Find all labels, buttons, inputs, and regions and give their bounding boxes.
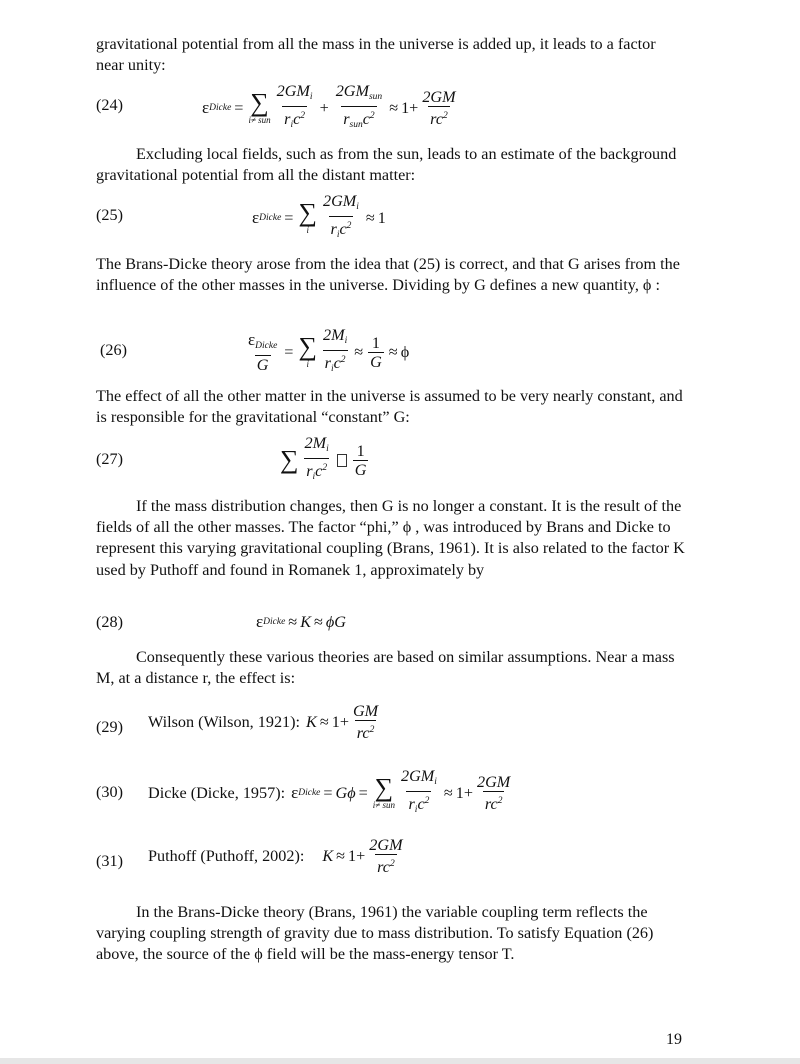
fraction-mass-i [275,82,315,134]
equation-30 [148,767,514,819]
subscript: i [414,805,418,815]
sigma-symbol: ∑ [250,88,269,117]
page-number: 19 [666,1031,682,1048]
paragraph-brans-dicke: The Brans-Dicke theory arose from the idea that (25) is correct, and that G arises from the influence of the other masses in the universe. Dividing by G defines a new quantity, ϕ : [96,255,680,295]
phi-g: ϕG [325,612,346,631]
equation-31 [148,836,407,876]
subscript: i [330,364,334,374]
equals-sign: = [284,342,294,361]
subscript: i [290,120,294,130]
exponent: 2 [346,221,352,231]
fraction-total [475,773,512,813]
epsilon-symbol: ε [252,208,260,227]
paragraph-coupling: In the Brans-Dicke theory (Brans, 1961) the variable coupling term reflects the varying coupling strength of gravity due to mass distribution. To satisfy Equation (26) above, the source of the ϕ field will be the mass-energy tensor T. [96,903,654,964]
k-symbol: K [300,612,311,631]
paragraph-excluding-local: Excluding local fields, such as from the sun, leads to an estimate of the background gravitational potential from all the distant matter: [96,145,677,185]
numerator: 2M [304,434,327,452]
plus-sign: + [319,98,329,117]
numerator: 2GM [335,82,369,100]
epsilon-symbol: ε [291,783,299,802]
light-speed: c [417,795,425,813]
summation [280,445,299,474]
equation-26 [244,326,409,378]
approx-sign: ≈ [388,342,398,361]
numerator: 2M [322,326,345,344]
k-symbol: K [322,846,334,865]
fraction-one-over-g [368,334,384,371]
one: 1 [377,208,386,227]
exponent: 2 [300,111,306,121]
exponent: 2 [424,796,430,806]
numerator: 2GM [422,88,456,106]
missing-glyph-box [337,454,347,467]
exponent: 2 [389,859,395,869]
numerator: 1 [356,441,365,460]
denominator: G [256,355,269,374]
sigma-symbol: ∑ [298,198,317,227]
radius: r [306,462,313,480]
equation-number-26: (26) [100,341,127,359]
equation-number-31: (31) [96,852,123,870]
fraction-one-over-g [353,442,369,479]
equation-number-28: (28) [96,613,123,631]
approx-sign: ≈ [288,612,298,631]
fraction-total [420,88,457,128]
equals-sign: = [358,783,368,802]
denominator: rc [356,724,370,742]
phi-symbol: ϕ [400,342,410,361]
radius: r [324,354,331,372]
equation-27 [278,434,370,486]
equation-29 [148,702,382,742]
subscript: i [312,472,316,482]
dicke-subscript: Dicke [209,103,232,113]
exponent: 2 [369,725,375,735]
fraction-total [367,836,404,876]
radius: r [408,795,415,813]
numerator: 2GM [276,82,310,100]
equals-sign: = [323,783,333,802]
radius: r [343,110,350,128]
one-plus: 1+ [331,712,349,731]
approx-sign: ≈ [365,208,375,227]
numerator: 2GM [322,192,357,210]
fraction-gm-rc2 [351,702,380,742]
fraction-mass-i [321,192,361,244]
subscript: sun [368,92,383,102]
subscript: i [326,444,329,454]
one-plus: 1+ [401,98,419,117]
sum-limit: i≠ sun [248,115,271,125]
dicke-subscript: Dicke [298,788,321,798]
equation-25 [252,192,386,244]
sigma-symbol: ∑ [374,773,394,802]
exponent: 2 [340,355,346,365]
subscript: i [309,92,313,102]
fraction-mass-sun [334,82,384,134]
epsilon-symbol: ε [256,612,264,631]
subscript: i [344,336,348,346]
equation-label: Wilson (Wilson, 1921): [148,712,301,731]
fraction-m-i [303,434,331,486]
equation-number-30: (30) [96,783,123,801]
denominator: G [354,460,367,479]
numerator: 2GM [369,836,403,854]
subscript: i [336,230,340,240]
fraction-eps-over-g [246,331,279,374]
dicke-subscript: Dicke [259,213,282,223]
equation-number-24: (24) [96,96,123,114]
g-phi: Gϕ [335,783,356,802]
sum-limit: i≠ sun [372,800,395,810]
paragraph-theories: Consequently these various theories are based on similar assumptions. Near a mass M, at a distance r, the effect is: [96,648,675,688]
approx-sign: ≈ [314,612,323,631]
one-plus: 1+ [348,846,366,865]
light-speed: c [339,220,347,238]
equals-sign: = [284,208,294,227]
approx-sign: ≈ [319,712,329,731]
denominator: rc [484,795,498,813]
summation [298,198,317,235]
equation-number-29: (29) [96,718,123,736]
sigma-symbol: ∑ [280,445,299,474]
approx-sign: ≈ [336,846,346,865]
page-bottom-edge [0,1058,800,1064]
k-symbol: K [306,712,317,731]
sum-limit: i [306,359,309,369]
fraction-mass-i [399,767,439,819]
epsilon-symbol: ε [248,329,256,349]
approx-sign: ≈ [389,98,399,117]
radius: r [330,220,337,238]
equation-label: Puthoff (Puthoff, 2002): [148,846,305,865]
paragraph-constant-g: The effect of all the other matter in the universe is assumed to be very nearly constant, and is responsible for the gravitational “constant” G: [96,387,683,427]
fraction-m-i [321,326,349,378]
numerator: 2GM [477,773,511,791]
exponent: 2 [322,463,328,473]
paragraph-mass-distribution: If the mass distribution changes, then G is no longer a constant. It is the result of the fields of all the other masses. The factor “phi,” ϕ , was introduced by Brans and Dicke to represent this varying gravitational coupling (Brans, 1961). It is also related to the factor K used by Puthoff and found in Romanek 1, approximately by [96,497,685,579]
light-speed: c [362,110,370,128]
exponent: 2 [369,111,375,121]
equals-sign: = [234,98,244,117]
sigma-symbol: ∑ [298,332,317,361]
exponent: 2 [443,111,448,121]
summation [248,88,271,125]
subscript: sun [349,120,363,130]
equation-number-27: (27) [96,450,123,468]
subscript: i [356,202,359,212]
denominator: rc [430,110,444,128]
equation-28 [256,612,346,632]
paragraph-intro: gravitational potential from all the mass in the universe is added up, it leads to a factor near unity: [96,35,656,75]
numerator: GM [352,702,379,720]
light-speed: c [333,354,341,372]
equation-number-25: (25) [96,206,123,224]
one-plus: 1+ [455,783,474,802]
epsilon-symbol: ε [202,98,210,117]
exponent: 2 [497,796,503,806]
radius: r [284,110,291,128]
denominator: rc [377,858,390,876]
summation [298,332,317,369]
sum-limit: i [306,225,309,235]
equation-label: Dicke (Dicke, 1957): [148,783,286,802]
approx-sign: ≈ [354,342,364,361]
light-speed: c [293,110,301,128]
subscript: i [434,777,437,787]
approx-sign: ≈ [443,783,453,802]
dicke-subscript: Dicke [255,340,278,351]
numerator: 2GM [400,767,435,785]
light-speed: c [315,462,323,480]
equation-24 [202,82,460,134]
denominator: G [370,352,382,371]
summation [372,773,395,810]
dicke-subscript: Dicke [263,617,286,627]
numerator: 1 [371,333,380,352]
